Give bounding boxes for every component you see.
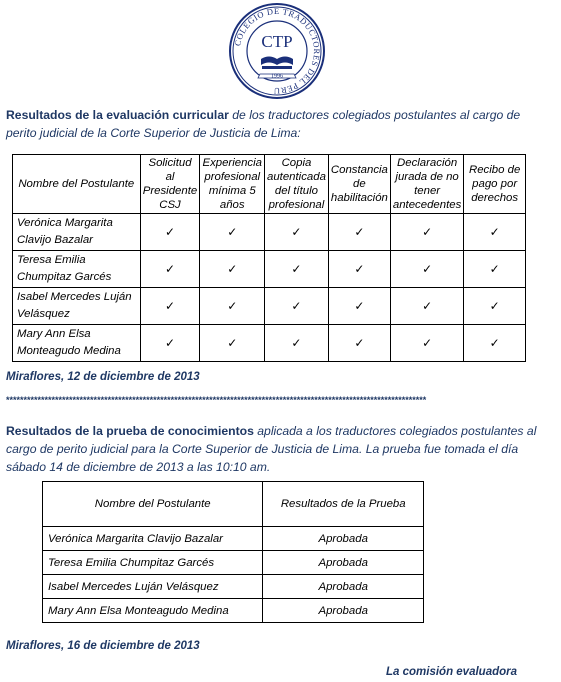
column-header: Nombre del Postulante	[13, 155, 141, 214]
column-header: Constancia de habilitación	[328, 155, 390, 214]
date-line-1: Miraflores, 12 de diciembre de 2013	[6, 371, 200, 383]
column-header: Copia autenticada del título profesional	[265, 155, 329, 214]
check-icon: ✓	[328, 251, 390, 288]
table-row	[13, 251, 526, 288]
check-icon: ✓	[464, 288, 526, 325]
knowledge-test-heading: Resultados de la prueba de conocimientos	[6, 424, 254, 438]
applicant-name: Teresa Emilia Chumpitaz Garcés	[13, 251, 141, 288]
check-icon: ✓	[265, 214, 329, 251]
check-icon: ✓	[390, 251, 463, 288]
check-icon: ✓	[200, 214, 265, 251]
table-row	[43, 551, 424, 575]
applicant-name: Mary Ann Elsa Monteagudo Medina	[13, 325, 141, 362]
ctp-seal-logo	[228, 2, 326, 100]
applicant-name: Verónica Margarita Clavijo Bazalar	[43, 527, 263, 551]
applicant-name: Isabel Mercedes Luján Velásquez	[13, 288, 141, 325]
column-header: Nombre del Postulante	[43, 482, 263, 527]
table-row	[43, 527, 424, 551]
curricular-evaluation-heading: Resultados de la evaluación curricular	[6, 108, 229, 122]
curricular-evaluation-intro	[6, 106, 551, 142]
table-header-row	[13, 155, 526, 214]
check-icon: ✓	[140, 325, 200, 362]
seal-letters: CTP	[261, 32, 293, 51]
table-row	[43, 575, 424, 599]
applicant-name: Verónica Margarita Clavijo Bazalar	[13, 214, 141, 251]
check-icon: ✓	[328, 325, 390, 362]
check-icon: ✓	[265, 251, 329, 288]
separator-line: ************************************************************************************************************************	[6, 395, 427, 405]
test-result: Aprobada	[263, 599, 424, 623]
check-icon: ✓	[200, 251, 265, 288]
seal-ring-text: COLEGIO DE TRADUCTORES DEL PERU	[233, 6, 322, 96]
table-row	[13, 214, 526, 251]
check-icon: ✓	[390, 325, 463, 362]
check-icon: ✓	[390, 214, 463, 251]
check-icon: ✓	[464, 325, 526, 362]
test-result: Aprobada	[263, 551, 424, 575]
test-result: Aprobada	[263, 575, 424, 599]
check-icon: ✓	[464, 251, 526, 288]
table-row	[13, 288, 526, 325]
check-icon: ✓	[200, 288, 265, 325]
table-header-row	[43, 482, 424, 527]
knowledge-test-intro	[6, 422, 551, 476]
column-header: Recibo de pago por derechos	[464, 155, 526, 214]
knowledge-test-table	[42, 481, 424, 623]
table-row	[13, 325, 526, 362]
signature-line: La comisión evaluadora	[386, 666, 518, 678]
check-icon: ✓	[464, 214, 526, 251]
applicant-name: Teresa Emilia Chumpitaz Garcés	[43, 551, 263, 575]
check-icon: ✓	[140, 251, 200, 288]
column-header: Experiencia profesional mínima 5 años	[200, 155, 265, 214]
check-icon: ✓	[328, 288, 390, 325]
check-icon: ✓	[140, 288, 200, 325]
curricular-evaluation-table	[12, 154, 526, 362]
column-header: Solicitud al Presidente CSJ	[140, 155, 200, 214]
check-icon: ✓	[328, 214, 390, 251]
seal-year: 1996	[271, 73, 283, 80]
table-row	[43, 599, 424, 623]
check-icon: ✓	[140, 214, 200, 251]
applicant-name: Isabel Mercedes Luján Velásquez	[43, 575, 263, 599]
check-icon: ✓	[265, 325, 329, 362]
test-result: Aprobada	[263, 527, 424, 551]
column-header: Resultados de la Prueba	[263, 482, 424, 527]
check-icon: ✓	[390, 288, 463, 325]
check-icon: ✓	[200, 325, 265, 362]
knowledge-test-text: aplicada a los traductores colegiados postulantes al cargo de perito judicial para la Corte Superior de Justicia de Lima. La prueba fue tomada el día sábado 14 de diciembre de 2013 a las 10:10 am.	[6, 424, 537, 474]
date-line-2: Miraflores, 16 de diciembre de 2013	[6, 640, 200, 652]
column-header: Declaración jurada de no tener antecedentes	[390, 155, 463, 214]
applicant-name: Mary Ann Elsa Monteagudo Medina	[43, 599, 263, 623]
check-icon: ✓	[265, 288, 329, 325]
curricular-evaluation-text: de los traductores colegiados postulantes al cargo de perito judicial de la Corte Superior de Justicia de Lima:	[6, 108, 521, 140]
